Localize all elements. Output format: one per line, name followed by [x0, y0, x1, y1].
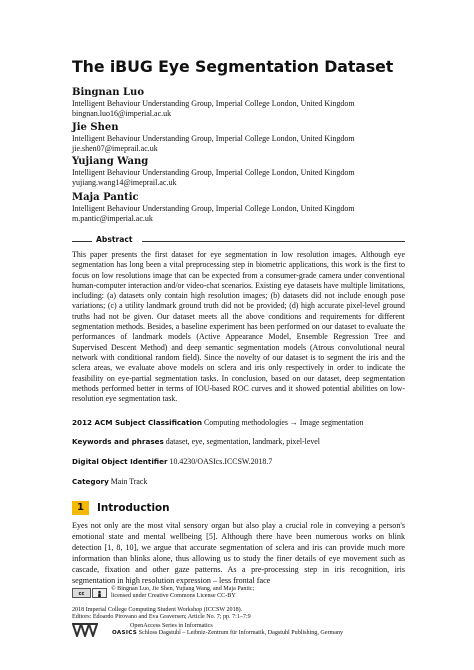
doi-value[interactable]: 10.4230/OASIcs.ICCSW.2018.7	[169, 457, 273, 466]
author-block	[72, 192, 412, 223]
copyright-line: © Bingnan Luo, Jie Shen, Yujiang Wang, and Maja Pantic;	[111, 586, 255, 592]
category-label: Category	[72, 477, 109, 486]
abstract-rule-right	[142, 241, 405, 242]
author-email: jie.shen07@imeprail.ac.uk	[72, 143, 158, 153]
paper-title: The iBUG Eye Segmentation Dataset	[72, 57, 394, 76]
author-name: Jie Shen	[72, 122, 119, 133]
section-title: Introduction	[97, 502, 170, 514]
keywords-label: Keywords and phrases	[72, 437, 164, 446]
series-name: OpenAccess Series in Informatics	[130, 623, 213, 629]
editors-line: Editors: Edoardo Pirovano and Eva Graversen; Article No. 7; pp. 7:1–7:9	[72, 614, 251, 621]
author-affiliation: Intelligent Behaviour Understanding Group, Imperial College London, United Kingdom	[72, 99, 355, 108]
publisher-line: Schloss Dagstuhl – Leibniz-Zentrum für Informatik, Dagstuhl Publishing, Germany	[138, 630, 344, 637]
abstract-label: Abstract	[96, 235, 133, 244]
author-name: Maja Pantic	[72, 192, 139, 203]
acm-value: Computing methodologies → Image segmentation	[203, 418, 364, 427]
doi-label: Digital Object Identifier	[72, 457, 168, 466]
acm-classification	[72, 418, 412, 428]
acm-label: 2012 ACM Subject Classification	[72, 418, 202, 427]
category-value: Main Track	[110, 477, 148, 486]
section-number-badge: 1	[72, 501, 89, 515]
publication-info	[72, 607, 251, 622]
introduction-text: Eyes not only are the most vital sensory organ but also play a crucial role in conveying a person's emotional state and mental wellbeing [5]. Although there have been numerous works on blink detection [1, 8, 10], we argue that accurate segmentation of sclera and iris can provide much more information than blinks alone, thus allowing us to study the finer details of eye movement such as cascade, fixation and other gaze patterns. As a pre-processing step in iris recognition, iris segmentation in high resolution expression – less frontal face	[72, 521, 405, 585]
author-block	[72, 87, 412, 118]
doi	[72, 457, 412, 467]
creative-commons-icon: cc	[72, 588, 91, 598]
author-affiliation: Intelligent Behaviour Understanding Group, Imperial College London, United Kingdom	[72, 134, 355, 143]
series-info	[112, 623, 343, 638]
author-name: Yujiang Wang	[72, 156, 149, 167]
author-block	[72, 122, 412, 153]
workshop-line: 2018 Imperial College Computing Student Workshop (ICCSW 2018).	[72, 607, 243, 613]
author-name: Bingnan Luo	[72, 87, 144, 98]
category	[72, 477, 412, 487]
abstract-text: This paper presents the first dataset for eye segmentation in low resolution images. Although eye segmentation has long been a vital preprocessing step in biometric applications, this work is the first to focus on low resolutions image that can be expected from a consumer-grade camera under conventional human-computer interaction and/or video-chat scenarios. Existing eye datasets have multiple limitations, including: (a) datasets only contain high resolution images; (b) datasets did not include enough pose variations; (c) a utility landmark ground truth did not be provided; (d) high accurate pixel-level ground truths had not be given. Our dataset meets all the above conditions and requirements for different segmentation methods. Besides, a baseline experiment has been performed on our dataset to evaluate the performances of landmark models (Active Appearance Model, Ensemble Regression Tree and Supervised Descent Method) and deep semantic segmentation models (Atrous convolutional neural network with conditional random field). Since the novelty of our dataset is to segment the iris and the sclera areas, we evaluate above models on sclera and iris only respectively in order to indicate the feasibility on eye-partial segmentation tasks. In conclusion, based on our dataset, deep segmentation methods performed better in terms of IOU-based ROC curves and it showed potential abilities on low-resolution eye segmentation task.	[72, 250, 405, 404]
author-affiliation: Intelligent Behaviour Understanding Group, Imperial College London, United Kingdom	[72, 168, 355, 177]
abstract-heading	[72, 236, 405, 246]
abstract-rule-left	[72, 241, 92, 242]
oasics-wordmark: OASICS	[112, 630, 138, 637]
author-email: bingnan.luo16@imperial.ac.uk	[72, 108, 172, 118]
author-block	[72, 156, 412, 187]
license-line: licensed under Creative Commons License CC-BY	[111, 593, 236, 600]
author-affiliation: Intelligent Behaviour Understanding Group, Imperial College London, United Kingdom	[72, 204, 355, 213]
cc-by-icon	[92, 588, 107, 598]
keywords-value: dataset, eye, segmentation, landmark, pixel-level	[165, 437, 320, 446]
author-email: yujiang.wang14@imeprail.ac.uk	[72, 177, 177, 187]
oasics-logo-icon	[72, 623, 98, 637]
copyright-notice	[111, 586, 254, 601]
keywords	[72, 437, 412, 447]
author-email: m.pantic@imperial.ac.uk	[72, 213, 153, 223]
